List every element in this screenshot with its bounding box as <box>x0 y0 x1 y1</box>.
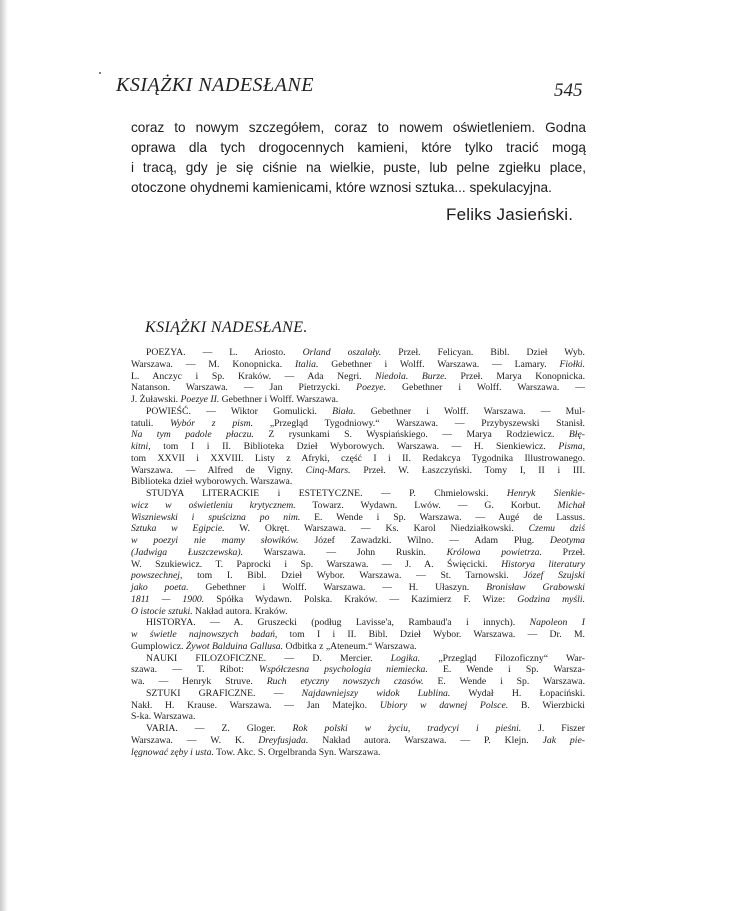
listing-text: L. Anczyc i Sp. Kraków. — Ada Negri. <box>131 370 376 382</box>
listing-line <box>131 441 585 453</box>
listing-line <box>131 500 585 512</box>
listing-text: VARIA. — Z. Gloger. <box>146 723 293 734</box>
book-title-text: Godzina myśli. <box>517 593 585 605</box>
listing-text: Gebethner i Wolff. Warszawa. — Mul- <box>355 405 585 417</box>
book-title-text: O istocie sztuki. <box>131 605 193 617</box>
listing-text: szawa. — T. Ribot: <box>131 664 259 676</box>
listing-text: tom I i II. Biblioteka Dzieł Wyborowych. Warszawa. — H. Sienkiewicz. <box>150 441 559 452</box>
book-title-text: Rok polski w życiu, tradycyi i pieśni. <box>292 723 522 734</box>
listing-text: POEZYA. — L. Ariosto. <box>146 347 303 358</box>
listing-line <box>131 559 585 571</box>
section-title: KSIĄŻKI NADESŁANE. <box>145 319 308 336</box>
book-title-text: (Jadwiga Łuszczewska). <box>131 546 243 558</box>
listing-line <box>131 382 585 394</box>
listing-text: Nakł. H. Krause. Warszawa. — Jan Matejko. <box>131 699 380 711</box>
page-dot-mark <box>99 72 101 74</box>
listing-text: tatuli. <box>131 417 171 429</box>
listing-text: Z rysunkami S. Wyspiańskiego. — Marya Rodziewicz. <box>253 429 569 441</box>
listing-text: J. Fiszer <box>521 723 585 734</box>
book-listing <box>131 347 585 758</box>
listing-line <box>131 629 585 641</box>
book-title-text: Niedola. Burze. <box>375 370 447 382</box>
listing-line <box>131 688 585 700</box>
lead-line: i tracą, gdy je się ciśnie na wielkie, puste, lub pelne zgiełku place, <box>131 160 586 175</box>
book-title-text: Michał <box>557 499 585 511</box>
book-title-text: jako poeta. <box>131 582 189 593</box>
listing-line <box>131 676 585 688</box>
book-title-text: 1811 — 1900. <box>131 593 205 605</box>
book-title-text: Italia. <box>295 358 319 370</box>
listing-line <box>131 735 585 747</box>
listing-line <box>131 359 585 371</box>
listing-line <box>131 700 585 712</box>
listing-text: Gebethner i Wolff. Warszawa. — <box>386 382 585 394</box>
listing-text: Warszawa. — John Ruskin. <box>243 546 447 558</box>
listing-text: „Przegląd Tygodniowy.“ Warszawa. — Przybyszewski Stanisł. <box>253 417 585 429</box>
book-title-text: Logika. <box>390 652 421 664</box>
lead-line: otoczone ohydnemi kamienicami, które wznosi sztuka... spekulacyjna. <box>131 180 552 195</box>
lead-paragraph <box>131 118 586 198</box>
listing-line <box>131 641 585 653</box>
book-title-text: Cinq-Mars. <box>305 464 351 476</box>
listing-line <box>131 535 585 547</box>
book-title-text: powszechnej, <box>131 570 183 582</box>
book-title-text: Wybór z pism. <box>170 417 254 429</box>
listing-text: tom I i II. Bibl. Dzieł Wybor. Warszawa. — Dr. M. <box>277 629 585 640</box>
book-title-text: Józef Szujski <box>523 570 585 582</box>
book-title-text: Sztuka w Egipcie. <box>131 523 225 535</box>
listing-text: wa. — Henryk Struve. <box>131 676 267 687</box>
listing-text: E. Wende i Sp. Warsza- <box>427 664 585 676</box>
listing-line <box>131 570 585 582</box>
listing-line <box>131 617 585 629</box>
book-title-text: Ruch etyczny nowszych czasów. <box>266 676 424 687</box>
listing-line <box>131 523 585 535</box>
listing-text: Tow. Akc. S. Orgelbranda Syn. Warszawa. <box>213 746 381 758</box>
listing-text: Przeł. Felicyan. Bibl. Dzieł Wyb. <box>381 347 585 358</box>
book-title-text: Ubiory w dawnej Polsce. <box>379 699 509 711</box>
listing-text: Przeł. Marya Konopnicka. <box>446 370 585 382</box>
book-title-text: Poezye. <box>356 382 387 394</box>
book-title-text: wicz w oświetleniu krytycznem. <box>131 499 296 511</box>
book-title-text: w świetle najnowszych badań, <box>131 629 278 640</box>
listing-line <box>131 547 585 559</box>
listing-text: Józef Zawadzki. Wilno. — Adam Pług. <box>298 535 551 546</box>
book-title-text: kitni, <box>131 441 151 452</box>
listing-text: Warszawa. — W. K. <box>131 734 259 746</box>
listing-line <box>131 653 585 665</box>
listing-line <box>131 371 585 383</box>
book-title-text: Błę- <box>568 429 586 441</box>
book-title-text: Współczesna psychologia niemiecka. <box>259 664 428 676</box>
listing-line <box>131 394 585 406</box>
book-title-text: lęgnować zęby i usta. <box>131 746 214 758</box>
listing-text: W. Okręt. Warszawa. — Ks. Karol Niedziałkowski. <box>224 523 529 535</box>
listing-line <box>131 606 585 618</box>
listing-text: Towarz. Wydawn. Lwów. — G. Korbut. <box>295 499 558 511</box>
listing-line <box>131 711 585 723</box>
listing-text: S-ka. Warszawa. <box>131 711 196 723</box>
book-title-text: Biała. <box>332 405 356 417</box>
listing-text: tom XXVII i XXVIII. Listy z Afryki, część I i II. Redakcya Tygodnika Illustrowanego. <box>131 452 585 464</box>
listing-line <box>131 582 585 594</box>
page-number: 545 <box>554 80 583 101</box>
listing-text: Spółka Wydawn. Polska. Kraków. — Kazimierz F. Wize: <box>204 593 518 605</box>
book-title-text: Czemu dziś <box>528 523 585 535</box>
listing-line <box>131 406 585 418</box>
listing-line <box>131 723 585 735</box>
book-title-text: Pisma, <box>558 441 585 452</box>
listing-text: Warszawa. — M. Konopnicka. <box>131 358 295 370</box>
book-title-text: Wiszniewski i spuścizna po nim. <box>131 511 301 523</box>
listing-text: Gebethner i Wolff. Warszawa. — H. Ułaszyn. <box>188 582 487 593</box>
listing-text: Nakład autora. Warszawa. — P. Klejn. <box>308 734 543 746</box>
listing-text: NAUKI FILOZOFICZNE. — D. Mercier. <box>146 652 391 664</box>
listing-text: E. Wende i Sp. Warszawa. — Augé de Lassus. <box>300 511 585 523</box>
listing-line <box>131 747 585 759</box>
listing-line <box>131 465 585 477</box>
listing-text: tom I. Bibl. Dzieł Wybor. Warszawa. — St. Tarnowski. <box>182 570 524 582</box>
book-title-text: Żywot Balduina Gallusa. <box>185 640 284 652</box>
listing-text: Nakład autora. Kraków. <box>192 605 288 617</box>
listing-text: J. Żuławski. <box>131 394 181 405</box>
book-title-text: Na tym padole płaczu. <box>131 429 254 441</box>
listing-line <box>131 429 585 441</box>
book-title-text: Dreyfusjada. <box>258 734 309 746</box>
listing-text: Przeł. <box>541 546 586 558</box>
listing-text: W. Szukiewicz. T. Paprocki i Sp. Warszawa. — J. A. Święcicki. <box>131 558 502 570</box>
listing-text: „Przegląd Filozoficzny“ War- <box>420 652 585 664</box>
listing-text: E. Wende i Sp. Warszawa. <box>423 676 585 687</box>
listing-text: Biblioteka dzieł wyborowych. Warszawa. <box>131 476 293 488</box>
book-title-text: Fiołki. <box>559 358 585 370</box>
book-title-text: Napoleon I <box>529 617 585 629</box>
running-head: KSIĄŻKI NADESŁANE <box>116 74 314 96</box>
listing-text: Gumplowicz. <box>131 640 186 652</box>
listing-text: HISTORYA. — A. Gruszecki (podług Lavisse'a, Rambaud'a i innych). <box>146 617 530 629</box>
listing-text: STUDYA LITERACKIE i ESTETYCZNE. — P. Chmielowski. <box>146 488 507 499</box>
listing-text: Warszawa. — Alfred de Vigny. <box>131 464 306 476</box>
book-title-text: Królowa powietrza. <box>446 546 542 558</box>
listing-line <box>131 488 585 500</box>
book-title-text: Henryk Sienkie- <box>506 488 585 499</box>
listing-text: Odbitka z „Ateneum.“ Warszawa. <box>283 640 417 652</box>
page-binding-edge <box>0 0 8 911</box>
listing-text: Wydał H. Łopaciński. <box>450 687 585 699</box>
listing-line <box>131 512 585 524</box>
book-title-text: w poezyi nie mamy słowików. <box>131 535 299 546</box>
listing-text: B. Wierzbicki <box>508 699 585 711</box>
listing-line <box>131 664 585 676</box>
lead-line: oprawa dla tych drogocennych kamieni, które tylko tracić mogą <box>131 140 586 155</box>
listing-text: Gebethner i Wolff. Warszawa. — Lamary. <box>318 358 560 370</box>
listing-line <box>131 418 585 430</box>
lead-line: coraz to nowym szczegółem, coraz to nowem oświetleniem. Godna <box>131 120 586 135</box>
listing-text: Przeł. W. Łaszczyński. Tomy I, II i III. <box>350 464 586 476</box>
book-title-text: Najdawniejszy widok Lublina. <box>301 687 451 699</box>
listing-text: Gebethner i Wolff. Warszawa. <box>219 394 339 405</box>
listing-text: SZTUKI GRAFICZNE. — <box>146 687 302 699</box>
book-title-text: Historya literatury <box>501 558 586 570</box>
listing-text: POWIEŚĆ. — Wiktor Gomulicki. <box>146 405 333 417</box>
listing-line <box>131 476 585 488</box>
book-title-text: Jak pie- <box>542 734 585 746</box>
listing-line <box>131 347 585 359</box>
listing-line <box>131 594 585 606</box>
author-signature: Feliks Jasieński. <box>446 205 574 224</box>
listing-line <box>131 453 585 465</box>
book-title-text: Bronisław Grabowski <box>486 582 586 593</box>
book-title-text: Deotyma <box>550 535 585 546</box>
book-title-text: Poezye II. <box>180 394 220 405</box>
book-title-text: Orland oszalały. <box>302 347 382 358</box>
listing-text: Natanson. Warszawa. — Jan Pietrzycki. <box>131 382 357 394</box>
